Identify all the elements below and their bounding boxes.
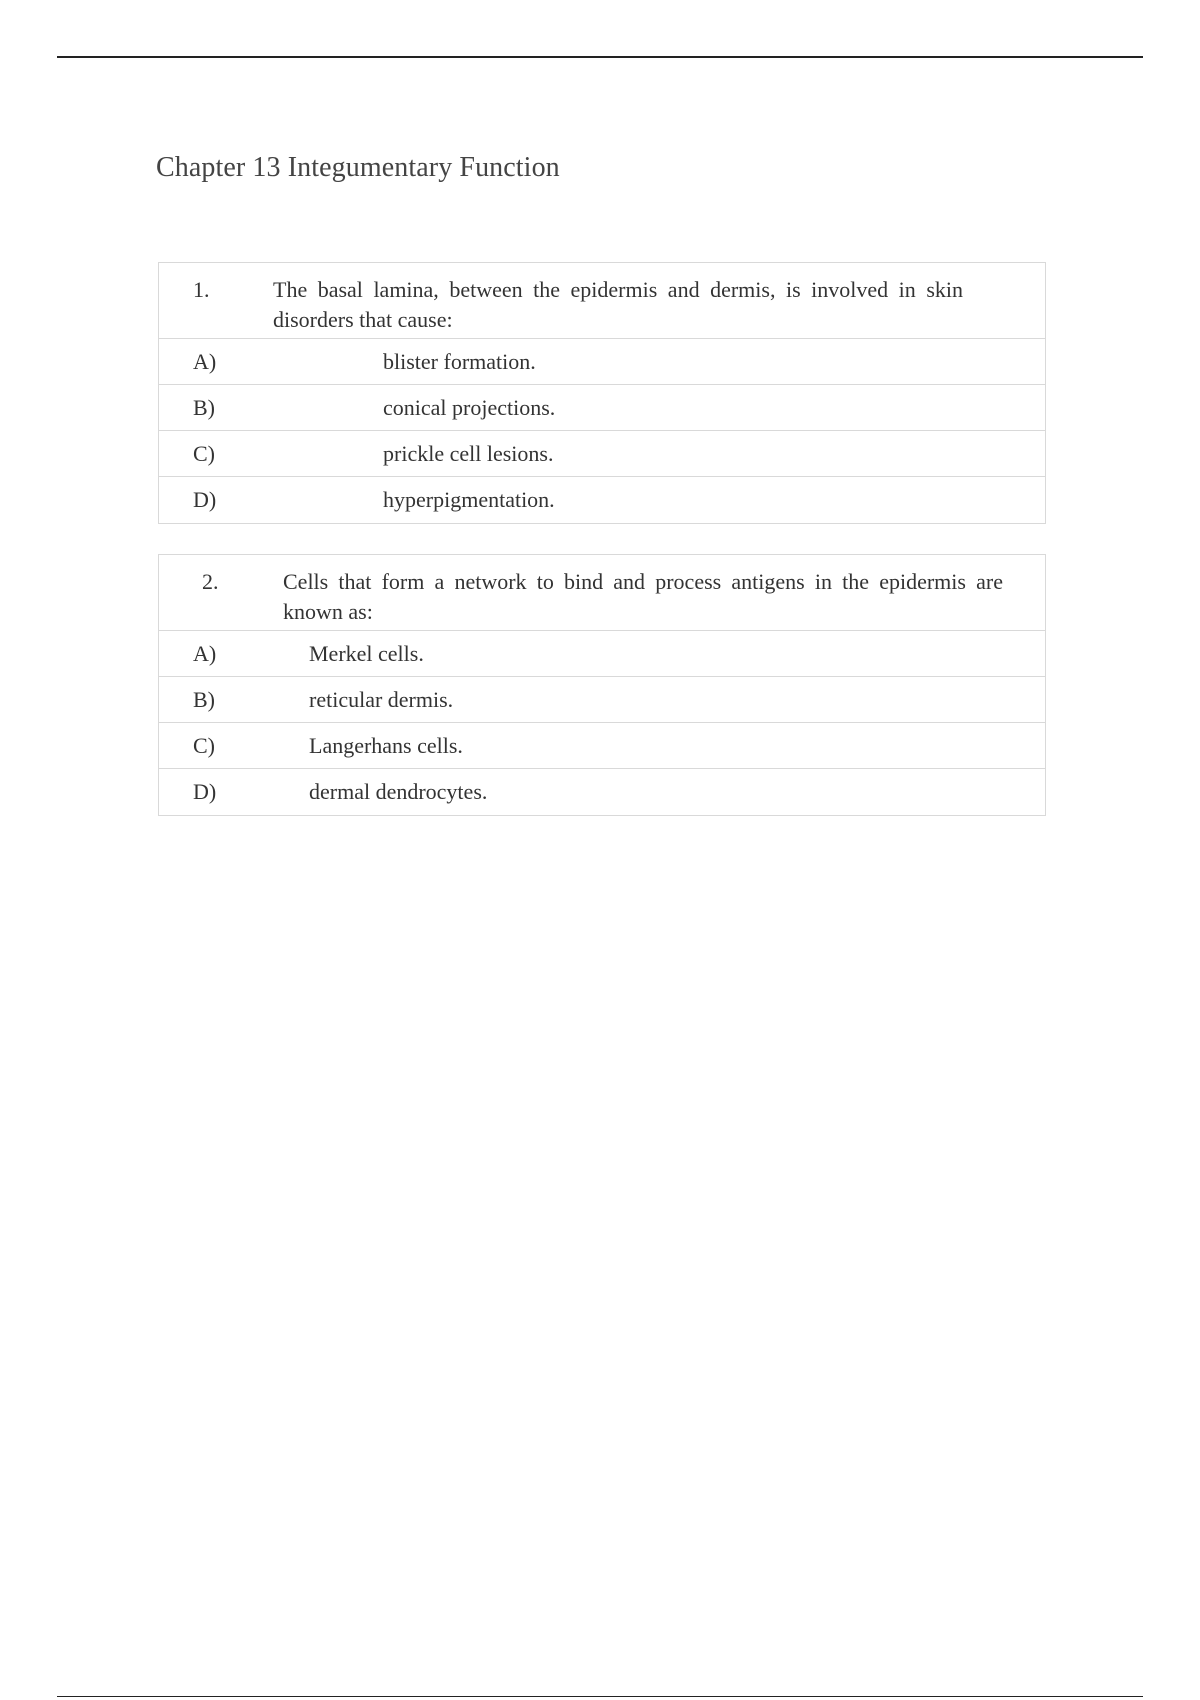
question-2-table [158,554,1046,816]
question-stem-row [159,263,1045,339]
option-text: Merkel cells. [309,641,424,666]
option-text: reticular dermis. [309,687,454,712]
option-text: Langerhans cells. [309,733,463,758]
question-stem-row [159,555,1045,631]
option-row-b [159,677,1045,723]
option-row-c [159,723,1045,769]
option-row-d [159,477,1045,523]
option-letter: D) [193,779,217,804]
option-letter: C) [193,733,215,758]
option-letter: B) [193,687,215,712]
option-text: prickle cell lesions. [383,441,554,466]
footer-rule [57,1696,1143,1697]
option-row-a [159,339,1045,385]
option-letter: A) [193,641,217,666]
option-letter: A) [193,349,217,374]
option-text: conical projections. [383,395,556,420]
question-1-table [158,262,1046,524]
option-text: hyperpigmentation. [383,487,555,512]
option-letter: D) [193,487,217,512]
question-number: 2. [202,569,219,594]
header-rule [57,56,1143,58]
option-row-b [159,385,1045,431]
option-row-c [159,431,1045,477]
option-row-a [159,631,1045,677]
option-text: dermal dendrocytes. [309,779,488,804]
question-stem: Cells that form a network to bind and process antigens in the epidermis are known as: [283,569,1003,624]
page-title: Chapter 13 Integumentary Function [156,152,560,183]
option-text: blister formation. [383,349,536,374]
question-number: 1. [193,277,210,302]
option-letter: C) [193,441,215,466]
option-row-d [159,769,1045,815]
option-letter: B) [193,395,215,420]
question-stem: The basal lamina, between the epidermis and dermis, is involved in skin disorders that cause: [273,277,963,332]
